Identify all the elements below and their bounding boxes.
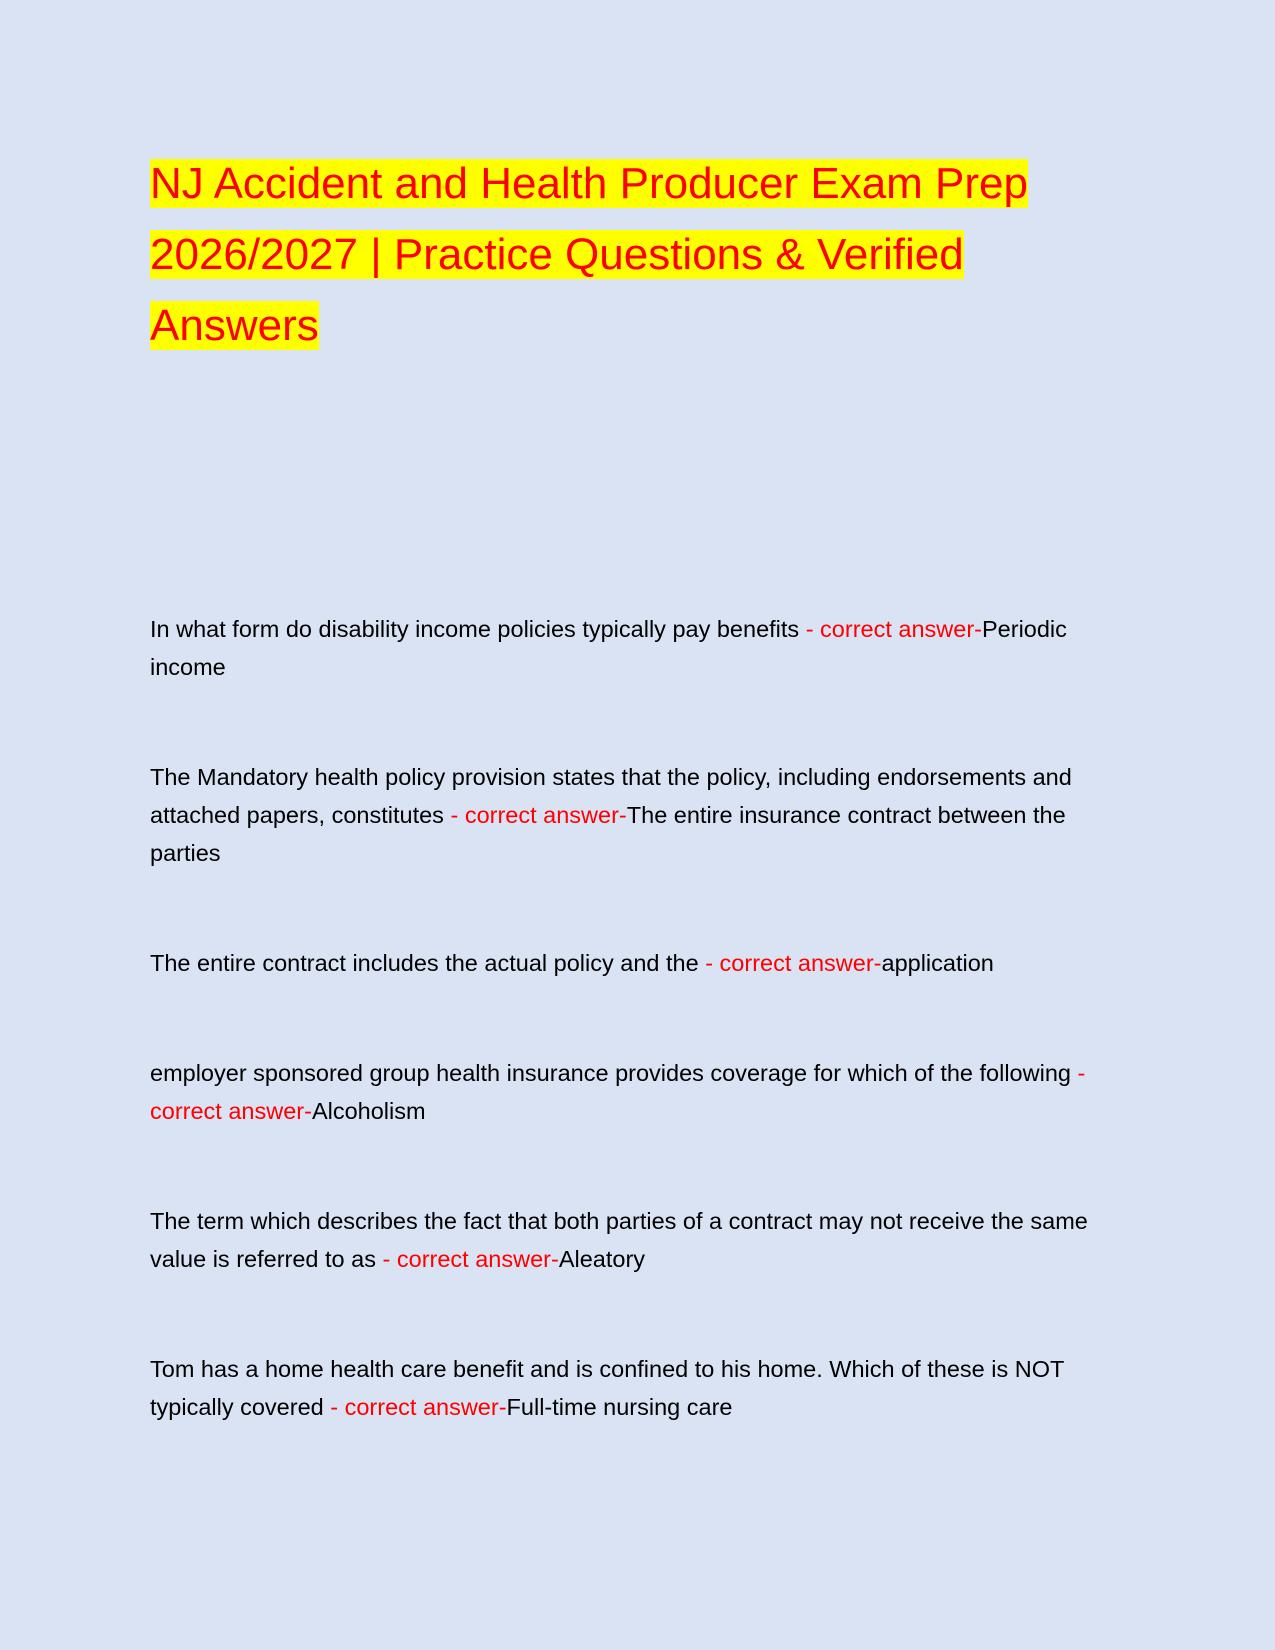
qa-separator: - correct answer-	[375, 1246, 559, 1272]
document-title	[150, 148, 1130, 361]
document-header	[150, 148, 1130, 361]
qa-question: Tom has a home health care benefit and is confined to his home. Which of these is NOT typically covered	[150, 1356, 1064, 1420]
qa-question: employer sponsored group health insurance provides coverage for which of the following	[150, 1060, 1071, 1086]
qa-answer: Alcoholism	[311, 1098, 426, 1124]
document-title-highlight: NJ Accident and Health Producer Exam Prep 2026/2027 | Practice Questions & Verified Answers	[150, 159, 1029, 350]
qa-question: The entire contract includes the actual policy and the	[150, 950, 699, 976]
qa-separator: - correct answer-	[323, 1394, 507, 1420]
qa-answer: Full-time nursing care	[506, 1394, 733, 1420]
qa-answer: application	[881, 950, 994, 976]
qa-item	[150, 944, 1140, 982]
qa-separator: - correct answer-	[150, 1060, 1086, 1124]
qa-question: In what form do disability income policies typically pay benefits	[150, 616, 800, 642]
qa-item	[150, 1054, 1140, 1130]
qa-answer: The entire insurance contract between the parties	[150, 802, 1066, 866]
qa-question: The term which describes the fact that both parties of a contract may not receive the same value is referred to as	[150, 1208, 1088, 1272]
qa-answer: Periodic income	[150, 616, 1067, 680]
qa-separator: - correct answer-	[698, 950, 882, 976]
qa-item	[150, 610, 1140, 686]
qa-question: The Mandatory health policy provision states that the policy, including endorsements and attached papers, constitutes	[150, 764, 1072, 828]
qa-item	[150, 1202, 1140, 1278]
qa-list	[150, 610, 1140, 1498]
qa-separator: - correct answer-	[443, 802, 627, 828]
qa-answer: Aleatory	[558, 1246, 646, 1272]
qa-item	[150, 1350, 1140, 1426]
qa-item	[150, 758, 1140, 872]
qa-separator: - correct answer-	[799, 616, 982, 642]
